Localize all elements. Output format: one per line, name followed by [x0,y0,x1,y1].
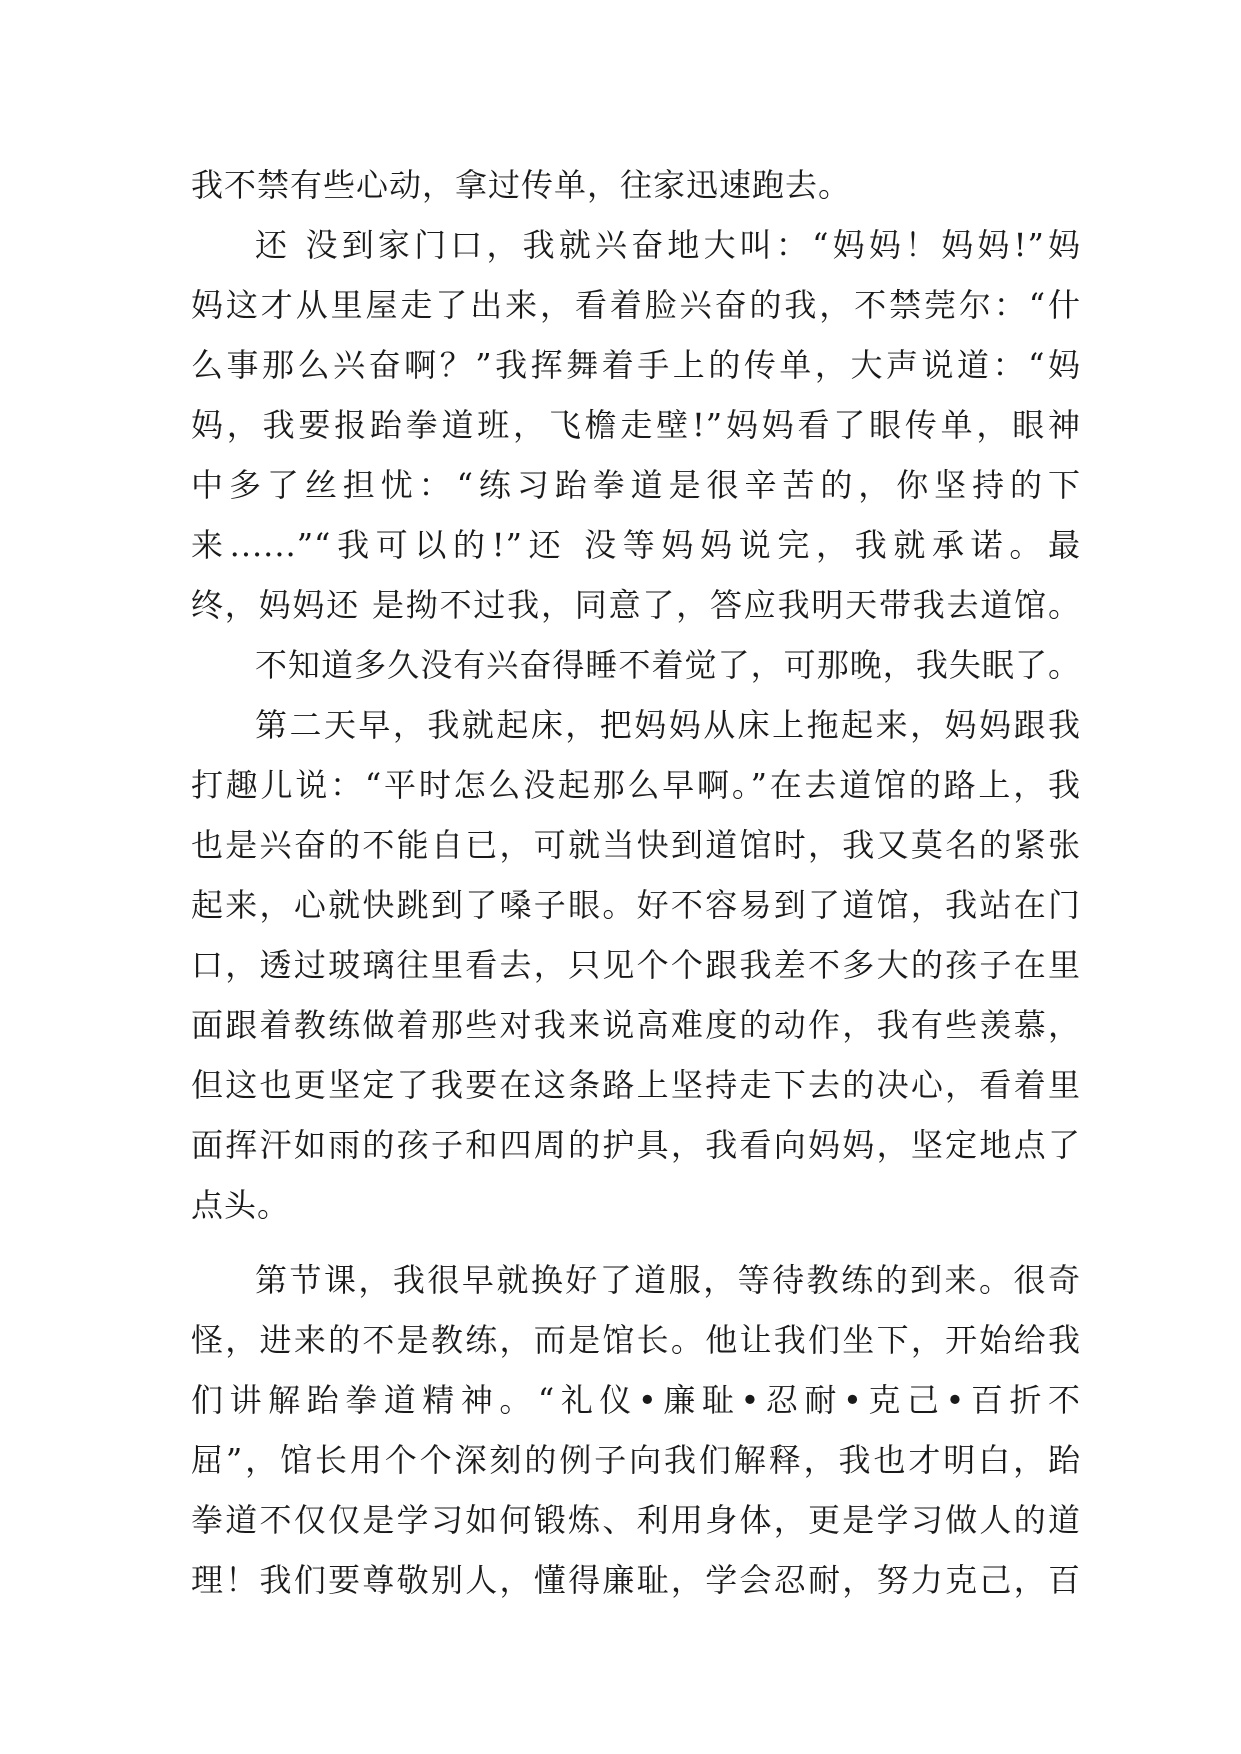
text-line: 中多了丝担忧：“练习跆拳道是很辛苦的，你坚持的下 [191,466,1081,504]
text-line: 妈这才从里屋走了出来，看着脸兴奋的我，不禁莞尔：“什 [191,286,1081,324]
text-line: 起来，心就快跳到了嗓子眼。好不容易到了道馆，我站在门 [191,886,1081,924]
text-line: 来......”“我可以的!”还 没等妈妈说完，我就承诺。最 [191,526,1081,564]
text-line: 我不禁有些心动，拿过传单，往家迅速跑去。 [191,166,852,204]
body-text [191,155,1081,1610]
text-line: 第二天早，我就起床，把妈妈从床上拖起来，妈妈跟我 [255,706,1081,744]
text-line: 点头。 [191,1186,291,1224]
text-line: 么事那么兴奋啊？”我挥舞着手上的传单，大声说道：“妈 [191,346,1081,384]
text-line: 理！我们要尊敬别人，懂得廉耻，学会忍耐，努力克己，百 [191,1561,1081,1599]
text-line: 口，透过玻璃往里看去，只见个个跟我差不多大的孩子在里 [191,946,1081,984]
text-line: 不知道多久没有兴奋得睡不着觉了，可那晚，我失眠了。 [255,646,1081,684]
text-line: 终，妈妈还 是拗不过我，同意了，答应我明天带我去道馆。 [191,586,1081,624]
text-line: 也是兴奋的不能自已，可就当快到道馆时，我又莫名的紧张 [191,826,1081,864]
text-line: 妈，我要报跆拳道班，飞檐走壁!”妈妈看了眼传单，眼神 [191,406,1081,444]
text-line: 但这也更坚定了我要在这条路上坚持走下去的决心，看着里 [191,1066,1081,1104]
text-line: 面挥汗如雨的孩子和四周的护具，我看向妈妈，坚定地点了 [191,1126,1081,1164]
text-line: 屈”，馆长用个个深刻的例子向我们解释，我也才明白，跆 [191,1441,1081,1479]
text-line: 第节课，我很早就换好了道服，等待教练的到来。很奇 [255,1261,1081,1299]
text-line: 拳道不仅仅是学习如何锻炼、利用身体，更是学习做人的道 [191,1501,1081,1539]
text-line: 打趣儿说：“平时怎么没起那么早啊。”在去道馆的路上，我 [191,766,1081,804]
text-line: 怪，进来的不是教练，而是馆长。他让我们坐下，开始给我 [191,1321,1081,1359]
paragraph-gap [191,1235,1081,1250]
text-line: 们讲解跆拳道精神。“礼仪•廉耻•忍耐•克己•百折不 [191,1381,1081,1419]
text-line: 还 没到家门口，我就兴奋地大叫：“妈妈！妈妈!”妈 [255,226,1081,264]
text-line: 面跟着教练做着那些对我来说高难度的动作，我有些羡慕， [191,1006,1081,1044]
